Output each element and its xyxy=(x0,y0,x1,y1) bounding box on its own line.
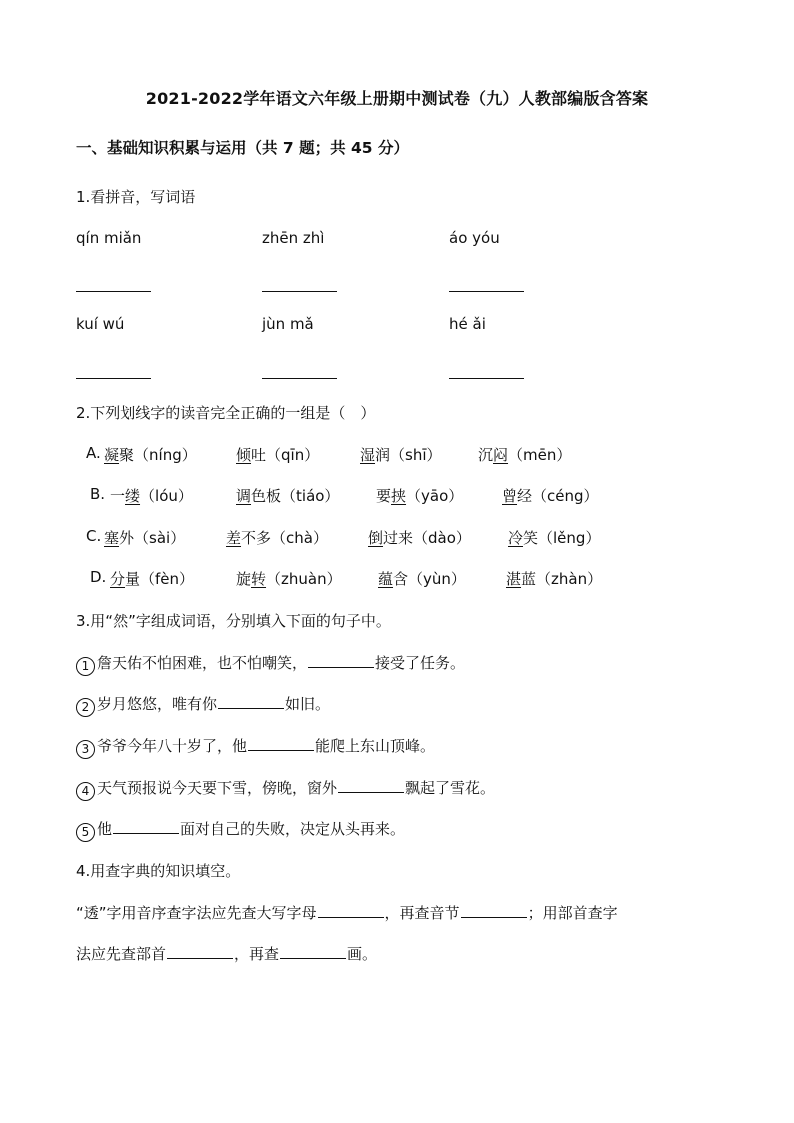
answer-blank-6[interactable] xyxy=(449,378,524,379)
sentence-after: 接受了任务。 xyxy=(375,654,466,672)
sentence-before: 天气预报说今天要下雪，傍晚，窗外 xyxy=(97,779,338,797)
word-rest: （mēn） xyxy=(508,446,572,464)
q4-text-1a: “透”字用音序查字法应先查大写字母 xyxy=(76,904,317,922)
word-rest: 聚（níng） xyxy=(119,446,197,464)
underlined-char: 倾 xyxy=(236,446,252,464)
word-rest: （zhuàn） xyxy=(266,570,342,588)
fill-blank[interactable] xyxy=(248,736,314,751)
circled-number: 3 xyxy=(76,740,95,759)
q2-stem: 2.下列划线字的读音完全正确的一组是（ ） xyxy=(76,404,376,422)
circled-number: 5 xyxy=(76,823,95,842)
q4-text-2a: 法应先查部首 xyxy=(76,945,167,963)
section-heading: 一、基础知识积累与运用（共 7 题；共 45 分） xyxy=(76,139,409,157)
option-word xyxy=(110,568,194,589)
option-word xyxy=(506,568,602,589)
option-word xyxy=(104,527,185,548)
option-word xyxy=(104,444,197,465)
option-word xyxy=(236,568,342,589)
underlined-char: 闷 xyxy=(493,446,509,464)
circled-number: 4 xyxy=(76,782,95,801)
sentence-after: 能爬上东山顶峰。 xyxy=(315,737,436,755)
underlined-char: 湛 xyxy=(506,570,522,588)
fill-blank[interactable] xyxy=(218,694,284,709)
q4-line-2 xyxy=(76,943,377,964)
underlined-char: 凝 xyxy=(104,446,120,464)
sentence-after: 飘起了雪花。 xyxy=(405,779,496,797)
underlined-char: 差 xyxy=(226,529,242,547)
word-rest: （lóu） xyxy=(140,487,193,505)
word-prefix: 沉 xyxy=(478,446,494,464)
fill-blank[interactable] xyxy=(461,903,527,918)
word-rest: 含（yùn） xyxy=(393,570,466,588)
option-word xyxy=(368,527,471,548)
circled-number: 2 xyxy=(76,698,95,717)
option-word xyxy=(376,485,463,506)
q3-sentence xyxy=(76,652,465,676)
fill-blank[interactable] xyxy=(338,778,404,793)
option-word xyxy=(236,485,339,506)
answer-blank-3[interactable] xyxy=(449,291,524,292)
underlined-char: 缕 xyxy=(125,487,141,505)
word-rest: （yāo） xyxy=(406,487,464,505)
q4-text-2c: 画。 xyxy=(347,945,378,963)
underlined-char: 分 xyxy=(110,570,126,588)
fill-blank[interactable] xyxy=(318,903,384,918)
answer-blank-5[interactable] xyxy=(262,378,337,379)
q4-line-1 xyxy=(76,902,618,923)
q4-text-1c: ；用部首查字 xyxy=(527,904,618,922)
sentence-before: 岁月悠悠，唯有你 xyxy=(97,695,218,713)
page-title: 2021-2022学年语文六年级上册期中测试卷（九）人教部编版含答案 xyxy=(145,89,649,108)
option-word xyxy=(508,527,600,548)
underlined-char: 调 xyxy=(236,487,252,505)
pinyin-5: jùn mǎ xyxy=(262,315,314,333)
option-word xyxy=(110,485,193,506)
answer-blank-1[interactable] xyxy=(76,291,151,292)
circled-number: 1 xyxy=(76,657,95,676)
option-word xyxy=(236,444,319,465)
underlined-char: 挟 xyxy=(391,487,407,505)
word-prefix: 要 xyxy=(376,487,392,505)
option-label[interactable]: C. xyxy=(86,527,102,545)
q1-stem: 1.看拼音，写词语 xyxy=(76,188,196,206)
sentence-after: 面对自己的失败，决定从头再来。 xyxy=(180,820,406,838)
fill-blank[interactable] xyxy=(113,819,179,834)
sentence-after: 如旧。 xyxy=(285,695,331,713)
fill-blank[interactable] xyxy=(280,944,346,959)
q3-stem: 3.用“然”字组成词语，分别填入下面的句子中。 xyxy=(76,612,391,630)
underlined-char: 冷 xyxy=(508,529,524,547)
pinyin-6: hé ǎi xyxy=(449,315,486,333)
option-word xyxy=(478,444,571,465)
pinyin-1: qín miǎn xyxy=(76,229,142,247)
pinyin-2: zhēn zhì xyxy=(262,229,325,247)
word-rest: 经（céng） xyxy=(517,487,599,505)
underlined-char: 蕴 xyxy=(378,570,394,588)
sentence-before: 他 xyxy=(97,820,113,838)
word-rest: 不多（chà） xyxy=(241,529,328,547)
q3-sentence xyxy=(76,818,405,842)
word-rest: 过来（dào） xyxy=(383,529,471,547)
sentence-before: 詹天佑不怕困难，也不怕嘲笑， xyxy=(97,654,308,672)
option-word xyxy=(378,568,466,589)
option-word xyxy=(226,527,328,548)
option-label[interactable]: D. xyxy=(90,568,107,586)
answer-blank-2[interactable] xyxy=(262,291,337,292)
word-rest: 量（fèn） xyxy=(125,570,195,588)
underlined-char: 曾 xyxy=(502,487,518,505)
word-rest: 吐（qīn） xyxy=(251,446,320,464)
q3-sentence xyxy=(76,735,435,759)
fill-blank[interactable] xyxy=(308,653,374,668)
q3-sentence xyxy=(76,693,330,717)
word-rest: 蓝（zhàn） xyxy=(521,570,603,588)
underlined-char: 转 xyxy=(251,570,267,588)
word-rest: 外（sài） xyxy=(119,529,186,547)
word-prefix: 一 xyxy=(110,487,126,505)
option-label[interactable]: B. xyxy=(90,485,106,503)
underlined-char: 倒 xyxy=(368,529,384,547)
answer-blank-4[interactable] xyxy=(76,378,151,379)
q4-text-1b: ，再查音节 xyxy=(384,904,460,922)
q4-text-2b: ，再查 xyxy=(234,945,280,963)
sentence-before: 爷爷今年八十岁了，他 xyxy=(97,737,248,755)
underlined-char: 塞 xyxy=(104,529,120,547)
option-word xyxy=(360,444,442,465)
pinyin-4: kuí wú xyxy=(76,315,125,333)
word-rest: 笑（lěng） xyxy=(523,529,601,547)
fill-blank[interactable] xyxy=(167,944,233,959)
q3-sentence xyxy=(76,777,495,801)
word-prefix: 旋 xyxy=(236,570,252,588)
word-rest: 色板（tiáo） xyxy=(251,487,340,505)
q4-stem: 4.用查字典的知识填空。 xyxy=(76,862,241,880)
option-word xyxy=(502,485,599,506)
word-rest: 润（shī） xyxy=(375,446,442,464)
underlined-char: 湿 xyxy=(360,446,376,464)
option-label[interactable]: A. xyxy=(86,444,101,462)
pinyin-3: áo yóu xyxy=(449,229,500,247)
